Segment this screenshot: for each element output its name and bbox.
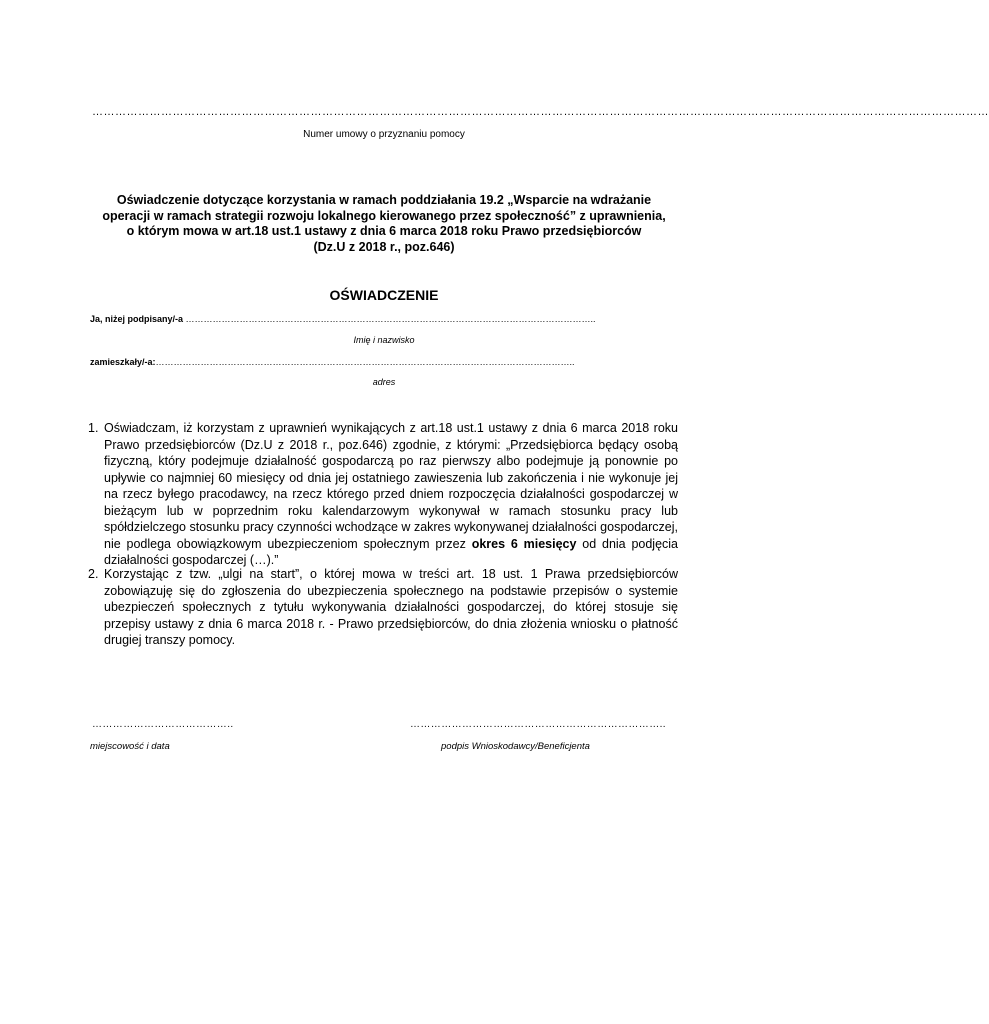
title-line-4: (Dz.U z 2018 r., poz.646) bbox=[313, 239, 455, 254]
item-number: 1. bbox=[88, 421, 99, 435]
address-label: zamieszkały/-a: bbox=[90, 357, 156, 367]
name-dots[interactable]: ……………………………………………………………………………………………………………………….. bbox=[183, 314, 596, 324]
item-bold-text: okres 6 miesięcy bbox=[471, 536, 577, 551]
address-caption: adres bbox=[372, 377, 396, 387]
address-dots[interactable]: ………………………………………………………………………………………………………………………….. bbox=[155, 357, 575, 367]
title-line-3: o którym mowa w art.18 ust.1 ustawy z dnia 6 marca 2018 roku Prawo przedsiębiorców bbox=[126, 224, 642, 238]
signature-dots[interactable]: ……………………………………………………………….. bbox=[410, 719, 666, 730]
name-field[interactable] bbox=[90, 314, 596, 324]
contract-number-dots[interactable]: ……………………………………………………………………………………………………………………………………………………………………………………………………………… bbox=[92, 106, 989, 118]
signature-label: podpis Wnioskodawcy/Beneficjenta bbox=[441, 741, 590, 752]
title-line-2: operacji w ramach strategii rozwoju lokalnego kierowanego przez społeczność” z uprawnienia, bbox=[102, 208, 666, 223]
item-number: 2. bbox=[88, 567, 99, 581]
name-label: Ja, niżej podpisany/-a bbox=[90, 314, 184, 324]
name-caption: Imię i nazwisko bbox=[353, 335, 415, 345]
declaration-item-1 bbox=[88, 420, 678, 569]
item-text: Oświadczam, iż korzystam z uprawnień wynikających z art.18 ust.1 ustawy z dnia 6 marca 2018 roku Prawo przedsiębiorców (Dz.U z 2018 r., poz.646) zgodnie, z którymi: „Przedsiębiorca będący osobą fizyczną, który podejmuje działalność gospodarczą po raz pierwszy albo podejmuje ją ponownie po upływie co najmniej 60 miesięcy od dnia jej ostatniego zawieszenia lub zakończenia i nie wykonuje jej na rzecz byłego pracodawcy, na rzecz którego przed dniem rozpoczęcia działalności gospodarczej w bieżącym lub w poprzednim roku kalendarzowym wykonywał w ramach stosunku pracy lub spółdzielczego stosunku pracy czynności wchodzące w zakres wykonywanej działalności gospodarczej, nie podlega obowiązkowym ubezpieczeniom społecznym przez okres 6 miesięcy od dnia podjęcia działalności gospodarczej (…).” bbox=[104, 421, 679, 567]
item-text: Korzystając z tzw. „ulgi na start”, o której mowa w treści art. 18 ust. 1 Prawa przedsiębiorców zobowiązuję się do zgłoszenia do ubezpieczenia społecznego na podstawie przepisów o systemie ubezpieczeń społecznych z tytułu wykonywania działalności gospodarczej, do której stosuje się przepisy ustawy z dnia 6 marca 2018 r. - Prawo przedsiębiorców, do dnia złożenia wniosku o płatność drugiej transzy pomocy. bbox=[104, 567, 678, 647]
declaration-heading: OŚWIADCZENIE bbox=[329, 287, 439, 303]
declaration-item-2 bbox=[88, 566, 678, 649]
place-date-label: miejscowość i data bbox=[90, 741, 170, 752]
title-line-1: Oświadczenie dotyczące korzystania w ramach poddziałania 19.2 „Wsparcie na wdrażanie bbox=[116, 193, 652, 207]
place-date-dots[interactable]: ………………………………….. bbox=[92, 719, 234, 730]
contract-number-label: Numer umowy o przyznaniu pomocy bbox=[303, 129, 465, 140]
document-title bbox=[90, 193, 678, 255]
address-field[interactable] bbox=[90, 357, 575, 367]
